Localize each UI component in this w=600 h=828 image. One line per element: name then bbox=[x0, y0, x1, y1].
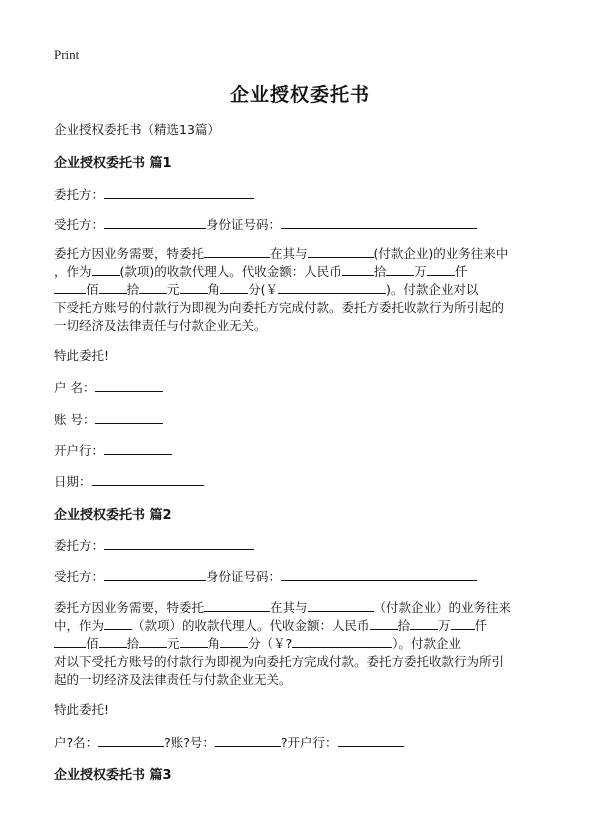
para-text: 分（￥? bbox=[248, 636, 293, 651]
para-text: 角 bbox=[207, 282, 221, 297]
blank bbox=[292, 635, 392, 648]
bank-blank bbox=[338, 734, 404, 747]
date-label: 日期： bbox=[54, 474, 92, 489]
blank bbox=[278, 281, 386, 294]
blank bbox=[220, 281, 248, 294]
para-text: 中，作为 bbox=[54, 618, 105, 633]
bank-label: ?开户行： bbox=[280, 735, 338, 750]
section-2-principal-row bbox=[54, 536, 254, 554]
section-1-heading: 企业授权委托书 篇1 bbox=[54, 156, 172, 171]
id-blank bbox=[281, 216, 477, 229]
blank bbox=[180, 281, 208, 294]
section-1-paragraph bbox=[54, 245, 548, 335]
blank bbox=[139, 281, 167, 294]
paragraph-line bbox=[54, 281, 548, 299]
paragraph-line bbox=[54, 299, 548, 317]
blank bbox=[370, 617, 398, 630]
agent-label: 受托方： bbox=[54, 217, 105, 232]
account-no-row bbox=[54, 410, 163, 428]
para-text: 下受托方账号的付款行为即视为向委托方完成付款。委托方委托收款行为所引起的 bbox=[54, 300, 505, 315]
account-no-blank bbox=[215, 734, 281, 747]
account-name-blank bbox=[95, 379, 163, 392]
blank bbox=[180, 635, 208, 648]
section-2-agent-row bbox=[54, 567, 477, 585]
blank bbox=[410, 617, 438, 630]
para-text: (款项)的收款代理人。代收金额：人民币 bbox=[119, 264, 342, 279]
section-1-closing: 特此委托! bbox=[54, 348, 110, 363]
para-text: 元 bbox=[167, 282, 180, 297]
blank bbox=[54, 635, 86, 648]
principal-blank bbox=[104, 186, 254, 199]
blank bbox=[308, 599, 374, 612]
blank bbox=[386, 263, 414, 276]
para-text: 对以下受托方账号的付款行为即视为向委托方完成付款。委托方委托收款行为所引 bbox=[54, 654, 505, 669]
bank-row bbox=[54, 441, 172, 459]
account-no-label: ?账?号： bbox=[164, 735, 215, 750]
para-text: 拾 bbox=[126, 282, 140, 297]
blank bbox=[99, 635, 127, 648]
account-name-row bbox=[54, 378, 163, 396]
para-text: 分(￥ bbox=[248, 282, 278, 297]
date-blank bbox=[92, 473, 204, 486]
para-text: 在其与 bbox=[270, 246, 308, 261]
account-no-label: 账 号： bbox=[54, 412, 96, 427]
account-name-label: 户?名： bbox=[54, 735, 99, 750]
id-blank bbox=[281, 568, 477, 581]
section-1-agent-row bbox=[54, 215, 477, 233]
agent-blank bbox=[104, 216, 206, 229]
paragraph-line bbox=[54, 671, 548, 689]
para-text: （付款企业）的业务往来 bbox=[373, 600, 512, 615]
bank-label: 开户行： bbox=[54, 443, 105, 458]
paragraph-line bbox=[54, 245, 548, 263]
para-text: 拾 bbox=[373, 264, 387, 279]
para-text: )。付款企业对以 bbox=[385, 282, 479, 297]
blank bbox=[139, 635, 167, 648]
blank bbox=[204, 245, 270, 258]
account-name-blank bbox=[98, 734, 164, 747]
agent-blank bbox=[104, 568, 206, 581]
blank bbox=[342, 263, 374, 276]
principal-label: 委托方： bbox=[54, 187, 105, 202]
section-2-account-row bbox=[54, 733, 404, 751]
paragraph-line bbox=[54, 617, 548, 635]
agent-label: 受托方： bbox=[54, 569, 105, 584]
document-title: 企业授权委托书 bbox=[229, 84, 370, 106]
para-text: 一切经济及法律责任与付款企业无关。 bbox=[54, 318, 267, 333]
paragraph-line bbox=[54, 653, 548, 671]
document-subtitle: 企业授权委托书（精选13篇） bbox=[54, 122, 220, 137]
para-text: 委托方因业务需要，特委托 bbox=[54, 246, 205, 261]
principal-label: 委托方： bbox=[54, 538, 105, 553]
print-label[interactable]: Print bbox=[54, 47, 80, 62]
section-1-principal-row bbox=[54, 185, 254, 203]
blank bbox=[104, 617, 132, 630]
para-text: （款项）的收款代理人。代收金额：人民币 bbox=[132, 618, 370, 633]
paragraph-line bbox=[54, 317, 548, 335]
blank bbox=[92, 263, 120, 276]
para-text: 角 bbox=[207, 636, 221, 651]
principal-blank bbox=[104, 537, 254, 550]
para-text: ）。付款企业 bbox=[392, 636, 461, 651]
para-text: 拾 bbox=[126, 636, 140, 651]
para-text: 佰 bbox=[86, 636, 99, 651]
para-text: 仟 bbox=[454, 264, 468, 279]
account-no-blank bbox=[95, 411, 163, 424]
paragraph-line bbox=[54, 635, 548, 653]
section-2-paragraph bbox=[54, 599, 548, 689]
para-text: (付款企业)的业务往来中 bbox=[373, 246, 509, 261]
para-text: 拾 bbox=[397, 618, 411, 633]
blank bbox=[54, 281, 86, 294]
paragraph-line bbox=[54, 599, 548, 617]
para-text: 元 bbox=[167, 636, 180, 651]
blank bbox=[451, 617, 475, 630]
para-text: 佰 bbox=[86, 282, 99, 297]
section-2-heading: 企业授权委托书 篇2 bbox=[54, 508, 172, 523]
section-3-heading: 企业授权委托书 篇3 bbox=[54, 768, 172, 783]
id-label: 身份证号码： bbox=[206, 217, 282, 232]
para-text: 起的一切经济及法律责任与付款企业无关。 bbox=[54, 672, 292, 687]
blank bbox=[204, 599, 270, 612]
paragraph-line bbox=[54, 263, 548, 281]
para-text: 委托方因业务需要，特委托 bbox=[54, 600, 205, 615]
blank bbox=[308, 245, 374, 258]
para-text: 万 bbox=[414, 264, 427, 279]
blank bbox=[427, 263, 455, 276]
date-row bbox=[54, 472, 204, 490]
para-text: 万 bbox=[438, 618, 451, 633]
section-2-closing: 特此委托! bbox=[54, 702, 110, 717]
blank bbox=[99, 281, 127, 294]
account-name-label: 户 名： bbox=[54, 380, 96, 395]
para-text: ，作为 bbox=[54, 264, 92, 279]
blank bbox=[220, 635, 248, 648]
para-text: 仟 bbox=[474, 618, 488, 633]
bank-blank bbox=[104, 442, 172, 455]
para-text: 在其与 bbox=[270, 600, 308, 615]
id-label: 身份证号码： bbox=[206, 569, 282, 584]
